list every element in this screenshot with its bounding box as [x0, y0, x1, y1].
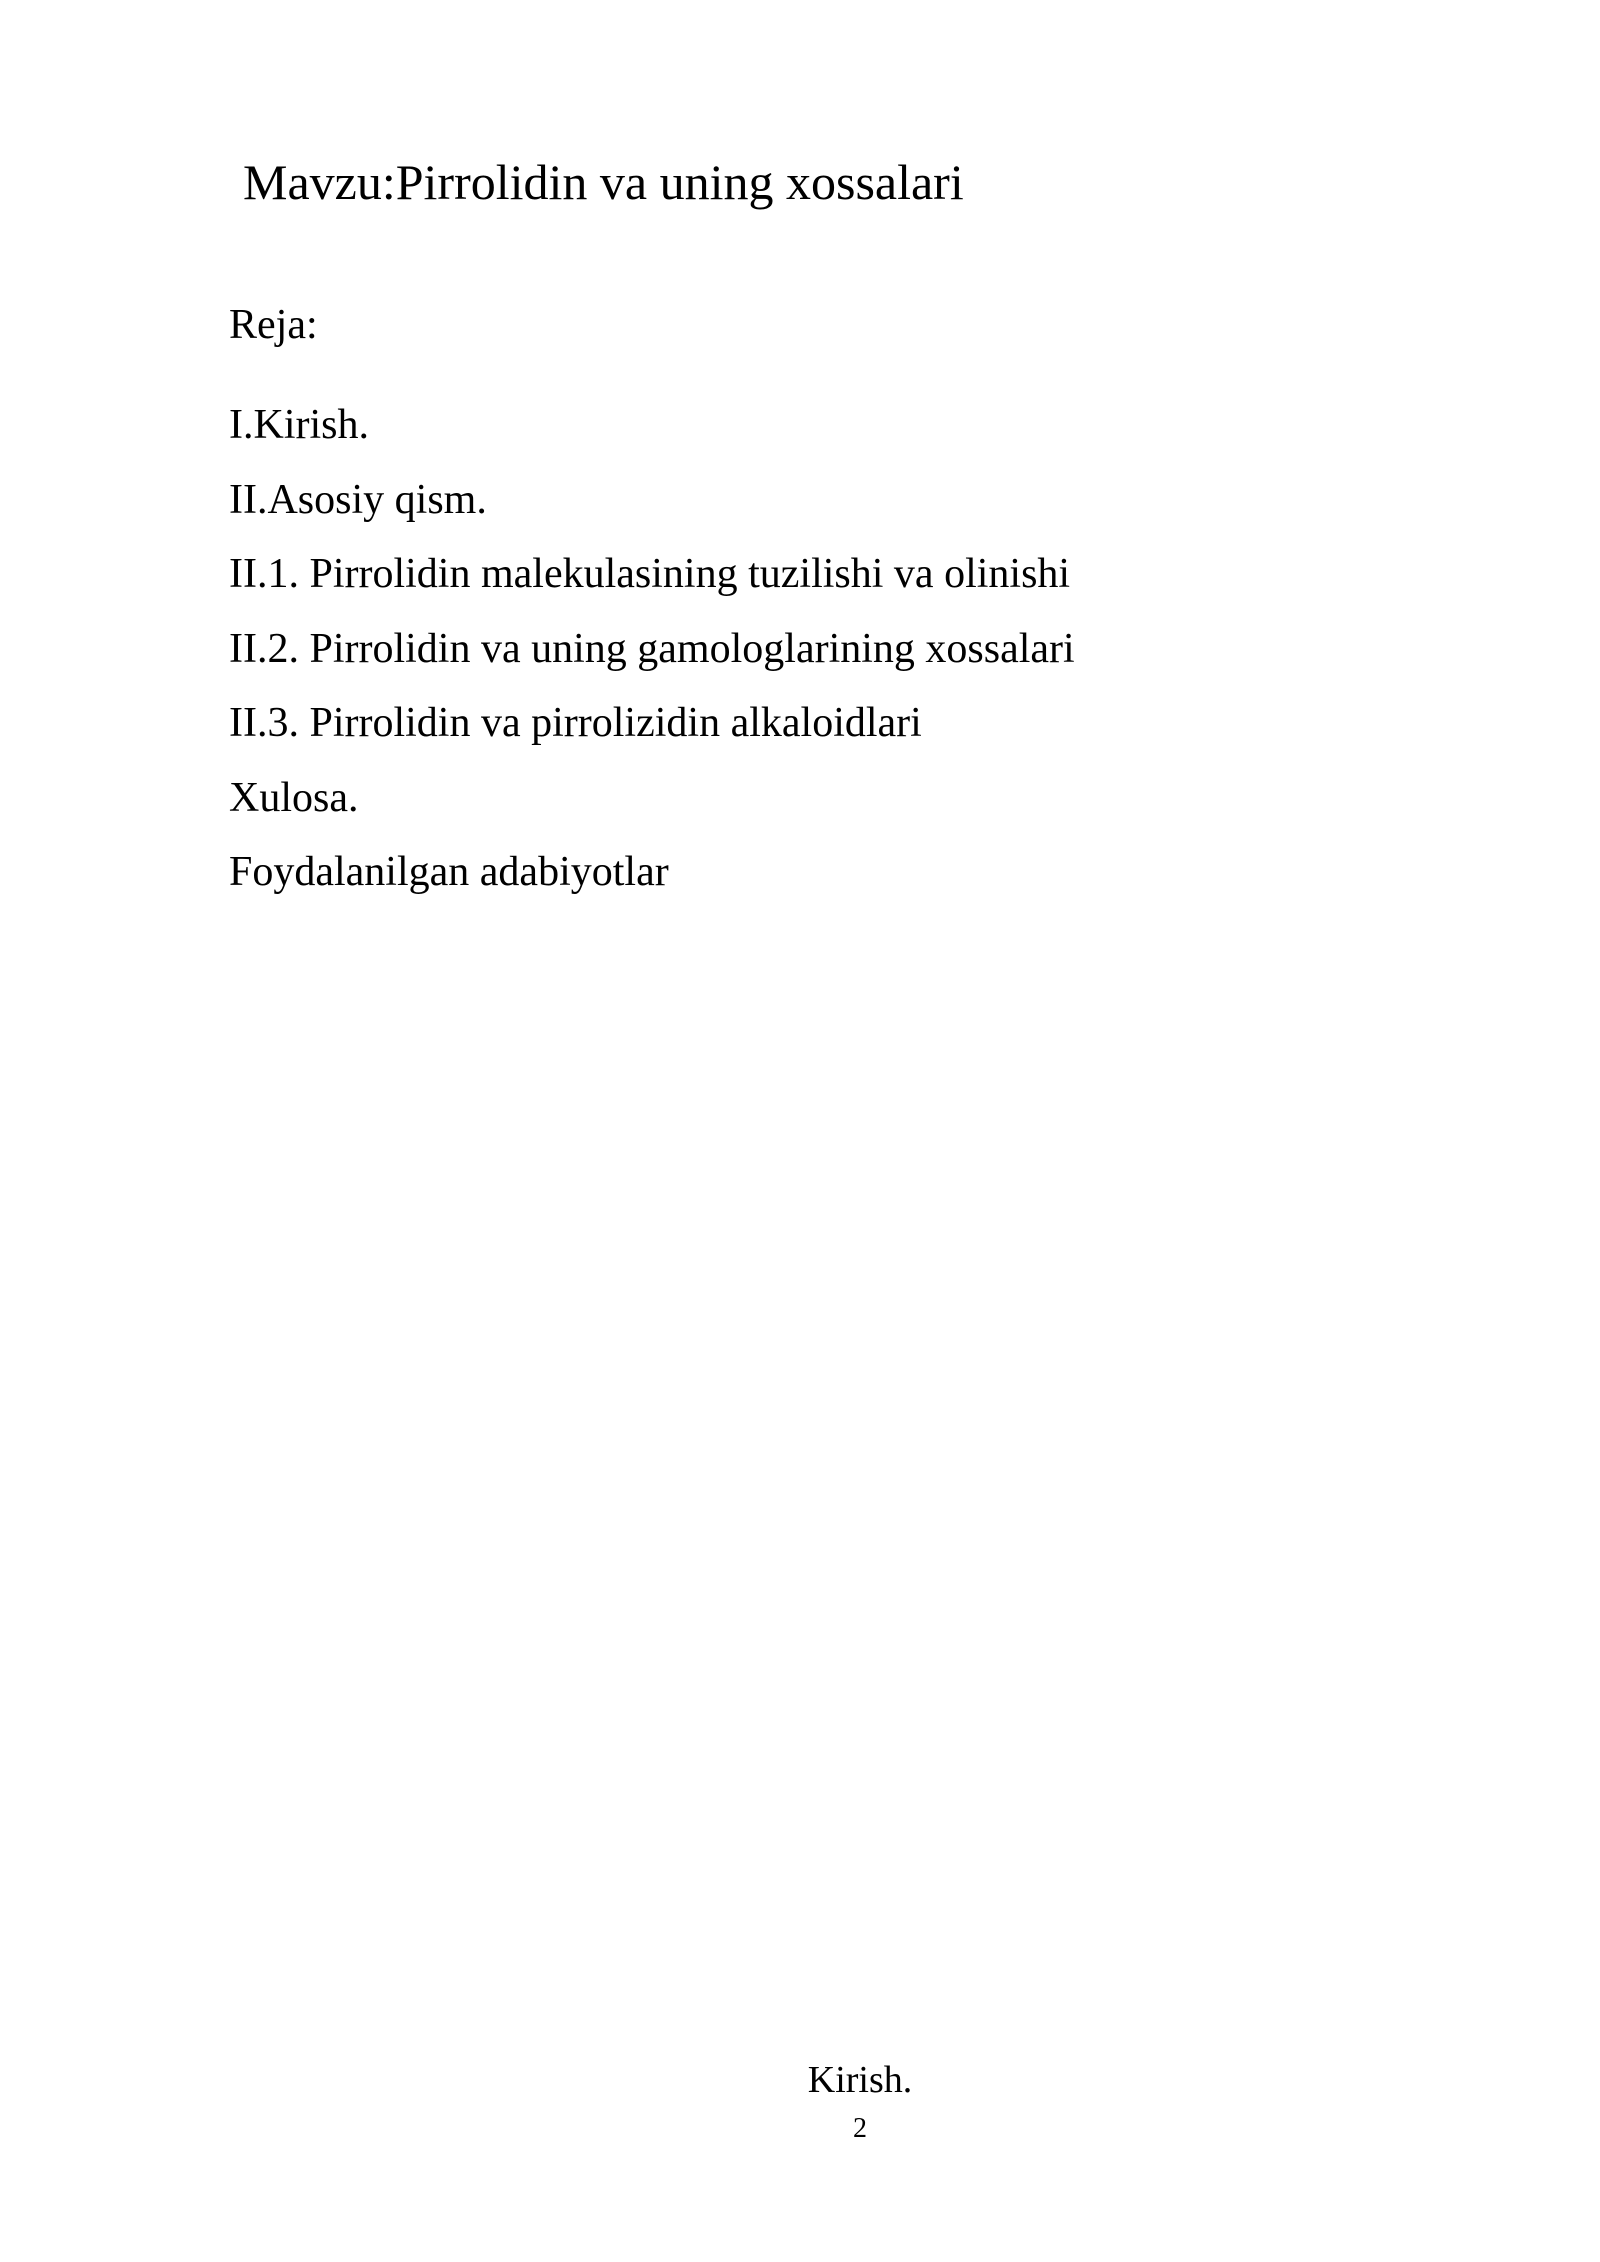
next-section-heading: Kirish. [807, 2059, 913, 2101]
plan-item-conclusion: Xulosa. [229, 774, 359, 821]
plan-item-section-1: II.1. Pirrolidin malekulasining tuzilishi va olinishi [229, 551, 1071, 597]
plan-item-references: Foydalanilgan adabiyotlar [229, 849, 669, 895]
document-title: Mavzu:Pirrolidin va uning xossalari [243, 154, 964, 210]
plan-item-main-part: II.Asosiy qism. [229, 476, 487, 523]
plan-item-introduction: I.Kirish. [229, 402, 369, 448]
plan-label: Reja: [229, 302, 318, 348]
plan-item-section-2: II.2. Pirrolidin va uning gamologlarining xossalari [229, 625, 1075, 672]
plan-item-section-3: II.3. Pirrolidin va pirrolizidin alkaloidlari [229, 700, 922, 746]
page-number: 2 [853, 2113, 867, 2144]
plan-list [229, 400, 1075, 922]
